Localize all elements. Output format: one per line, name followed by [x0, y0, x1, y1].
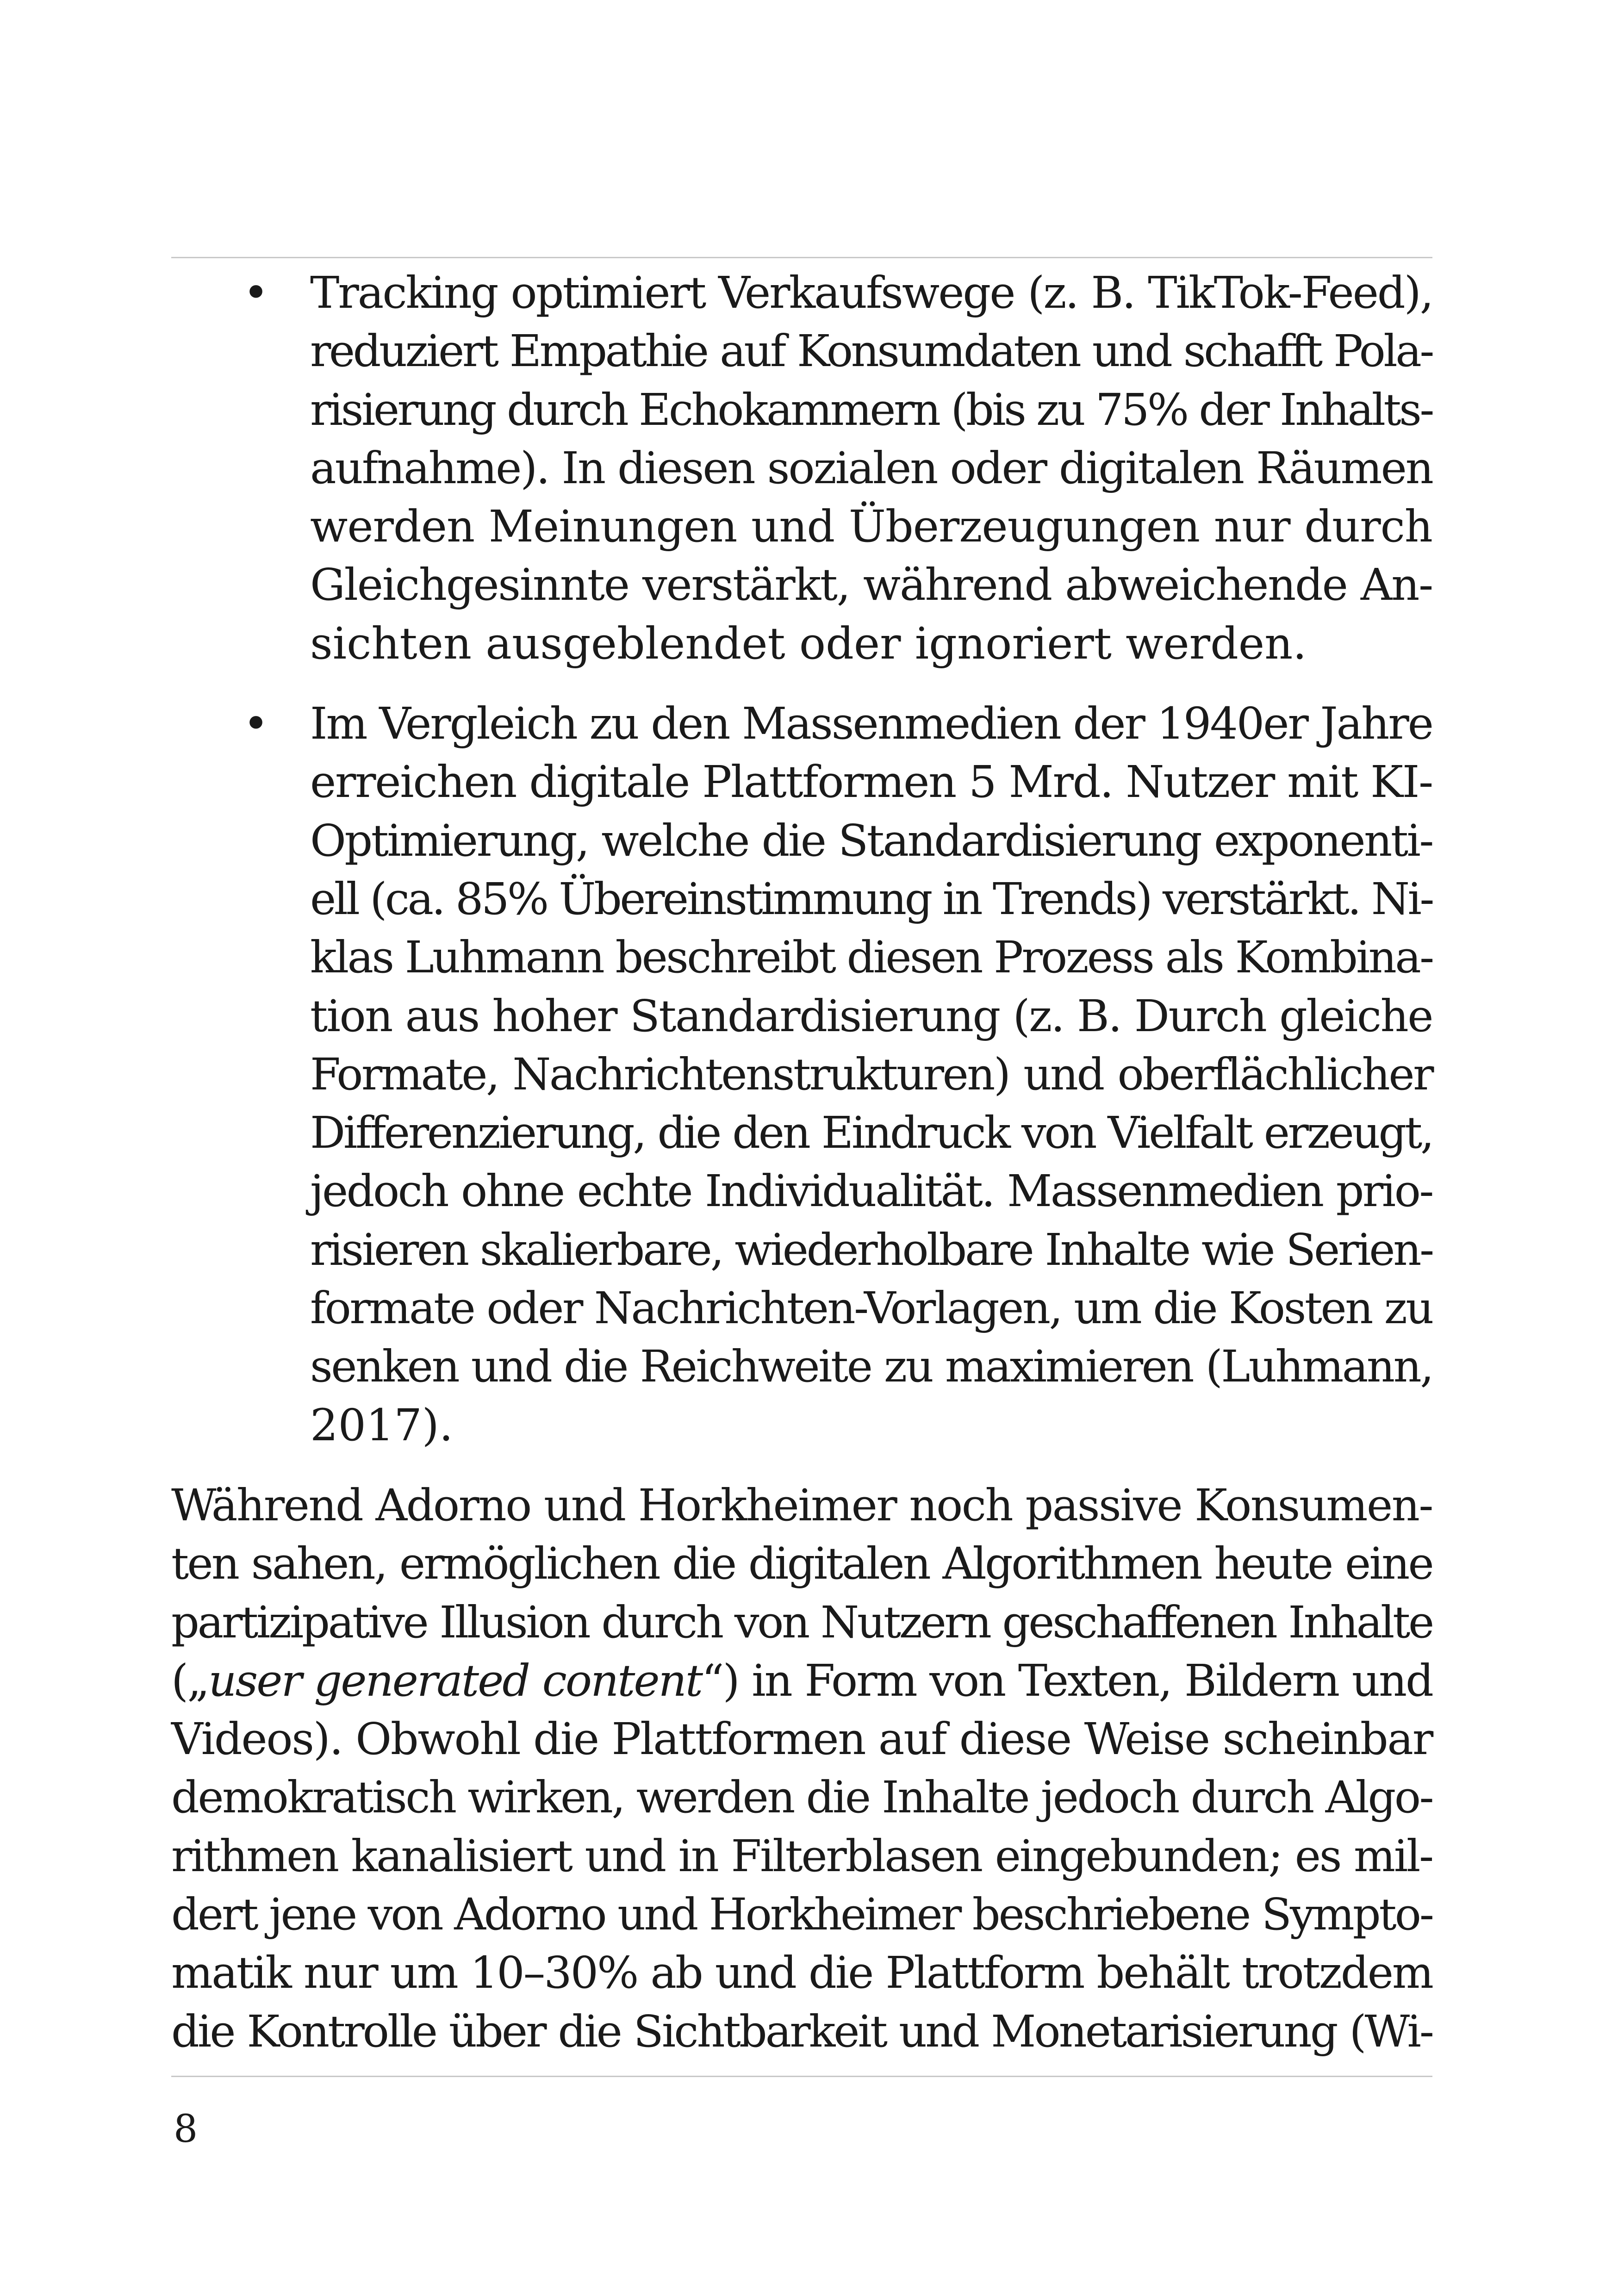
bullet-text — [310, 695, 1432, 1455]
text-line: klas Luhmann beschreibt diesen Prozess als Kombina- — [310, 932, 1433, 983]
text-line: jedoch ohne echte Individualität. Massenmedien prio- — [310, 1166, 1432, 1217]
header-divider — [171, 257, 1432, 258]
text-line: risierung durch Echokammern (bis zu 75% der Inhalts- — [310, 384, 1432, 436]
text-line: tion aus hoher Standardisierung (z. B. Durch gleiche — [310, 990, 1432, 1042]
bullet-item-massenmedien — [171, 695, 1432, 1455]
footer-divider — [171, 2076, 1432, 2077]
quote-continuation: “) in Form von Texten, Bildern und — [702, 1655, 1432, 1706]
text-line: reduziert Empathie auf Konsumdaten und schafft Pola- — [310, 326, 1432, 377]
text-line: die Kontrolle über die Sichtbarkeit und Monetarisierung (Wi- — [171, 2006, 1432, 2057]
text-line: Differenzierung, die den Eindruck von Vielfalt erzeugt, — [310, 1108, 1432, 1159]
emphasis-term: user generated content — [208, 1655, 702, 1706]
text-line: partizipative Illusion durch von Nutzern geschaffenen Inhalte — [171, 1597, 1432, 1648]
page-number: 8 — [174, 2107, 198, 2151]
bullet-item-tracking — [171, 264, 1432, 673]
text-line: dert jene von Adorno und Horkheimer beschriebene Sympto- — [171, 1889, 1432, 1941]
text-line: ell (ca. 85% Übereinstimmung in Trends) verstärkt. Ni- — [310, 873, 1432, 925]
bullet-dot-icon: • — [243, 268, 269, 318]
text-line: Tracking optimiert Verkaufswege (z. B. TikTok-Feed), — [310, 268, 1432, 318]
bullet-list — [171, 264, 1432, 1455]
text-line: Im Vergleich zu den Massenmedien der 1940er Jahre — [310, 698, 1432, 750]
text-line: werden Meinungen und Überzeugungen nur durch — [310, 501, 1432, 553]
text-line: aufnahme). In diesen sozialen oder digitalen Räumen — [310, 442, 1432, 494]
text-line: senken und die Reichweite zu maximieren (Luhmann, — [310, 1341, 1432, 1393]
text-line: erreichen digitale Plattformen 5 Mrd. Nutzer mit KI- — [310, 757, 1432, 808]
open-quote: („ — [171, 1655, 209, 1706]
text-line: sichten ausgeblendet oder ignoriert werden. — [310, 618, 1307, 669]
text-line: formate oder Nachrichten-Vorlagen, um die Kosten zu — [310, 1283, 1432, 1334]
text-line: Videos). Obwohl die Plattformen auf diese Weise scheinbar — [171, 1714, 1432, 1765]
body-paragraph — [171, 1476, 1432, 2061]
text-line: Gleichgesinnte verstärkt, während abweichende An- — [310, 560, 1432, 611]
text-line — [171, 1652, 1432, 1710]
text-line: rithmen kanalisiert und in Filterblasen eingebunden; es mil- — [171, 1830, 1432, 1882]
page-body — [171, 264, 1432, 2061]
bullet-text — [310, 264, 1432, 673]
text-line: Formate, Nachrichtenstrukturen) und oberflächlicher — [310, 1049, 1432, 1100]
text-line: 2017). — [310, 1400, 454, 1451]
text-line: matik nur um 10–30% ab und die Plattform behält trotzdem — [171, 1948, 1432, 1999]
text-line: ten sahen, ermöglichen die digitalen Algorithmen heute eine — [171, 1538, 1432, 1590]
text-line: Während Adorno und Horkheimer noch passive Konsumen- — [171, 1480, 1432, 1531]
text-line: demokratisch wirken, werden die Inhalte jedoch durch Algo- — [171, 1772, 1433, 1823]
bullet-dot-icon: • — [243, 698, 269, 750]
text-line: risieren skalierbare, wiederholbare Inhalte wie Serien- — [310, 1224, 1432, 1276]
text-line: Optimierung, welche die Standardisierung exponenti- — [310, 815, 1432, 866]
